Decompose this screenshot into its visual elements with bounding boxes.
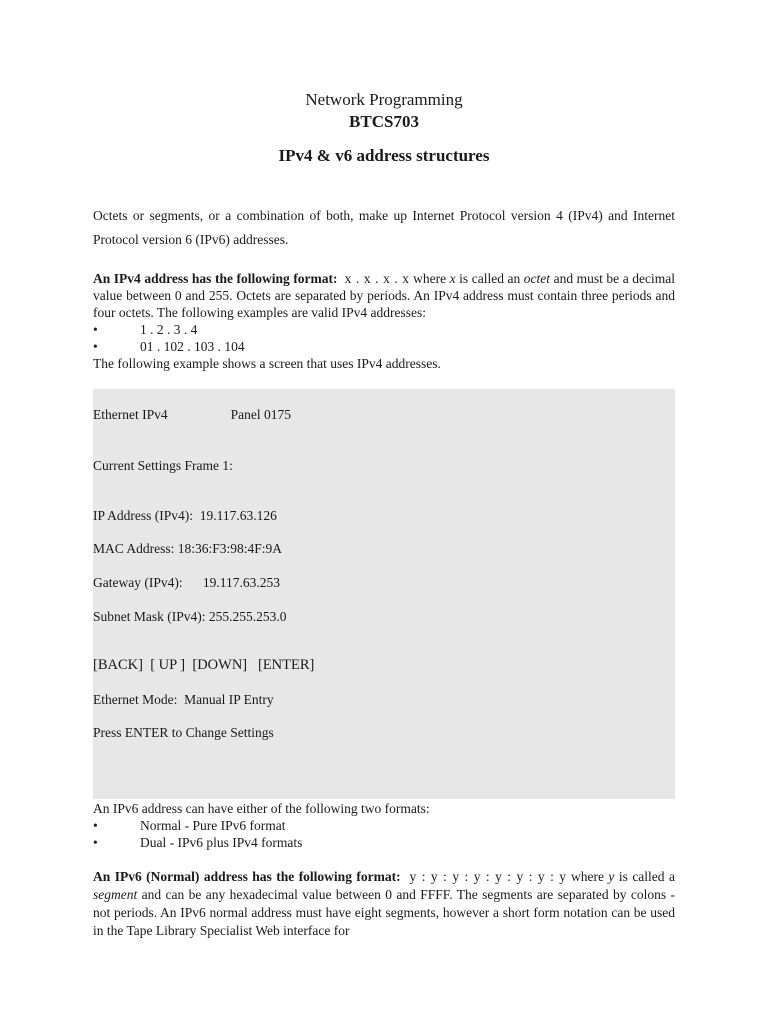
panel-mac-address: MAC Address: 18:36:F3:98:4F:9A — [93, 541, 283, 556]
ipv4-examples-list — [93, 321, 675, 355]
ipv6-lead: An IPv6 (Normal) address has the following format: — [93, 869, 401, 884]
up-button: [ UP ] — [150, 657, 186, 673]
ipv6-text-1: where — [566, 869, 609, 884]
intro-paragraph: Octets or segments, or a combination of both, make up Internet Protocol version 4 (IPv4) and Internet Protocol version 6 (IPv6) addresses. — [93, 208, 675, 247]
ipv6-intro: An IPv6 address can have either of the following two formats: — [93, 801, 430, 816]
ipv4-format: x . x . x . x — [344, 271, 410, 286]
panel-buttons — [93, 657, 314, 674]
panel-ip-address: IP Address (IPv4): 19.117.63.126 — [93, 508, 277, 523]
list-item — [93, 321, 675, 338]
panel-header — [93, 407, 291, 423]
ipv4-example: 1 . 2 . 3 . 4 — [140, 322, 198, 337]
bullet-icon: • — [93, 835, 98, 850]
panel-number: Panel 0175 — [230, 407, 291, 422]
list-item — [93, 338, 675, 355]
screen-note: The following example shows a screen that uses IPv4 addresses. — [93, 356, 441, 371]
back-button: [BACK] — [93, 657, 143, 673]
course-code: BTCS703 — [349, 112, 419, 131]
ipv6-format: y : y : y : y : y : y : y : y — [409, 869, 567, 884]
ipv4-lead: An IPv4 address has the following format: — [93, 271, 338, 286]
topic-heading: IPv4 & v6 address structures — [278, 146, 490, 165]
ipv4-octet: octet — [523, 271, 551, 286]
ipv4-text-1: where — [409, 271, 450, 286]
ipv4-screen-panel — [93, 389, 675, 799]
ipv4-text-2: is called an — [455, 271, 524, 286]
ipv6-format-paragraph — [93, 868, 675, 940]
ipv4-example: 01 . 102 . 103 . 104 — [140, 339, 245, 354]
panel-subnet-mask: Subnet Mask (IPv4): 255.255.253.0 — [93, 609, 287, 624]
course-name: Network Programming — [305, 90, 463, 109]
bullet-icon: • — [93, 818, 98, 833]
down-button: [DOWN] — [192, 657, 248, 673]
ipv6-text-2: is called a — [614, 869, 675, 884]
panel-frame: Current Settings Frame 1: — [93, 458, 233, 473]
enter-button: [ENTER] — [258, 657, 315, 673]
bullet-icon: • — [93, 322, 98, 337]
ipv6-text-3: and can be any hexadecimal value between 0 and FFFF. The segments are separated by colons - not periods. An IPv6 normal address must have eight segments, however a short form notation can be used in the Tape Library Specialist Web interface for — [93, 887, 675, 938]
ipv4-format-section — [93, 270, 675, 372]
ipv4-format-paragraph — [93, 270, 675, 321]
ipv6-segment: segment — [93, 887, 138, 902]
ipv4-x: x — [449, 271, 456, 286]
bullet-icon: • — [93, 339, 98, 354]
list-item — [93, 834, 675, 851]
list-item — [93, 817, 675, 834]
ipv6-y: y — [608, 869, 615, 884]
ipv6-format-item: Normal - Pure IPv6 format — [140, 818, 286, 833]
ipv4-text-3: and must be a decimal value between 0 and 255. Octets are separated by periods. An IPv4 address must contain three periods and four octets. The following examples are valid IPv4 addresses: — [93, 271, 675, 320]
panel-press-enter: Press ENTER to Change Settings — [93, 725, 274, 740]
panel-gateway: Gateway (IPv4): 19.117.63.253 — [93, 575, 280, 590]
ipv6-format-item: Dual - IPv6 plus IPv4 formats — [140, 835, 303, 850]
title-block — [93, 89, 675, 167]
panel-mode: Ethernet Mode: Manual IP Entry — [93, 692, 274, 707]
ipv6-intro-section — [93, 800, 675, 851]
panel-title: Ethernet IPv4 — [93, 407, 168, 422]
ipv6-formats-list — [93, 817, 675, 851]
